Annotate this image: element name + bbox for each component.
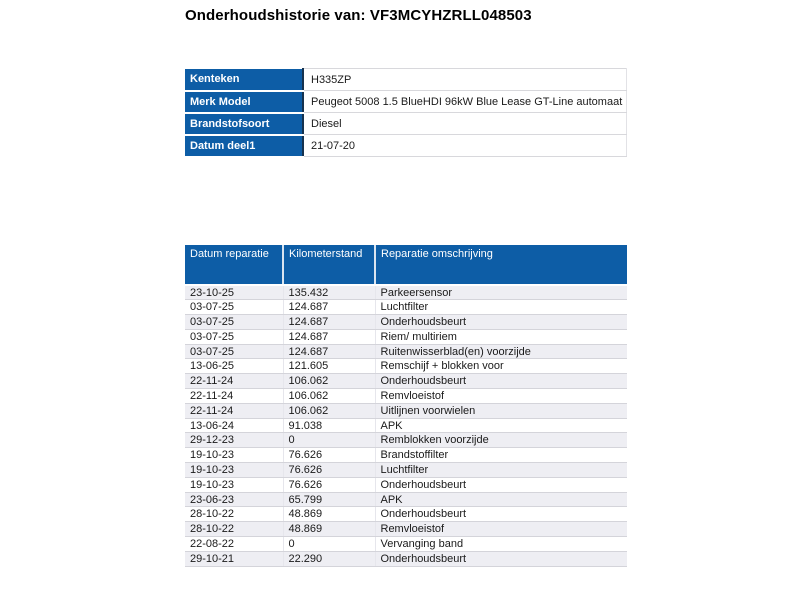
- repair-row: [185, 403, 627, 418]
- repair-description-cell: Remblokken voorzijde: [375, 433, 627, 448]
- repair-row: [185, 492, 627, 507]
- vehicle-info-row: [185, 69, 627, 91]
- vehicle-info-value: Peugeot 5008 1.5 BlueHDI 96kW Blue Lease GT-Line automaat: [303, 91, 627, 113]
- repair-km-cell: 106.062: [283, 374, 375, 389]
- repair-column-header: Kilometerstand: [283, 245, 375, 285]
- vehicle-info-row: [185, 113, 627, 135]
- repair-date-cell: 22-11-24: [185, 389, 283, 404]
- repair-date-cell: 23-10-25: [185, 285, 283, 300]
- repair-date-cell: 03-07-25: [185, 329, 283, 344]
- repair-description-cell: Luchtfilter: [375, 300, 627, 315]
- repair-km-cell: 124.687: [283, 315, 375, 330]
- vehicle-info-value: Diesel: [303, 113, 627, 135]
- repair-description-cell: Onderhoudsbeurt: [375, 551, 627, 566]
- repair-km-cell: 76.626: [283, 463, 375, 478]
- vehicle-info-row: [185, 135, 627, 157]
- repair-km-cell: 124.687: [283, 344, 375, 359]
- repair-date-cell: 19-10-23: [185, 477, 283, 492]
- repair-date-cell: 13-06-25: [185, 359, 283, 374]
- repair-date-cell: 22-11-24: [185, 374, 283, 389]
- repair-row: [185, 522, 627, 537]
- repair-row: [185, 359, 627, 374]
- repair-row: [185, 344, 627, 359]
- repair-km-cell: 124.687: [283, 300, 375, 315]
- repair-km-cell: 0: [283, 537, 375, 552]
- repair-description-cell: Onderhoudsbeurt: [375, 315, 627, 330]
- repair-km-cell: 121.605: [283, 359, 375, 374]
- repair-description-cell: APK: [375, 492, 627, 507]
- repair-description-cell: APK: [375, 418, 627, 433]
- repair-date-cell: 23-06-23: [185, 492, 283, 507]
- repair-row: [185, 537, 627, 552]
- repair-row: [185, 477, 627, 492]
- repair-date-cell: 03-07-25: [185, 300, 283, 315]
- repair-row: [185, 374, 627, 389]
- vehicle-info-label: Merk Model: [185, 91, 303, 113]
- repair-description-cell: Vervanging band: [375, 537, 627, 552]
- vehicle-info-table: [185, 68, 627, 158]
- vehicle-info-value: 21-07-20: [303, 135, 627, 157]
- repair-description-cell: Riem/ multiriem: [375, 329, 627, 344]
- repair-row: [185, 551, 627, 566]
- repair-date-cell: 29-12-23: [185, 433, 283, 448]
- repair-date-cell: 13-06-24: [185, 418, 283, 433]
- repair-row: [185, 315, 627, 330]
- repair-description-cell: Onderhoudsbeurt: [375, 507, 627, 522]
- repair-km-cell: 124.687: [283, 329, 375, 344]
- repair-column-header: Reparatie omschrijving: [375, 245, 627, 285]
- vehicle-info-label: Brandstofsoort: [185, 113, 303, 135]
- repair-description-cell: Onderhoudsbeurt: [375, 374, 627, 389]
- repair-km-cell: 65.799: [283, 492, 375, 507]
- repair-row: [185, 433, 627, 448]
- repair-description-cell: Remschijf + blokken voor: [375, 359, 627, 374]
- repair-date-cell: 22-08-22: [185, 537, 283, 552]
- repair-row: [185, 329, 627, 344]
- repair-row: [185, 418, 627, 433]
- repair-description-cell: Uitlijnen voorwielen: [375, 403, 627, 418]
- repair-history-table: [185, 245, 627, 567]
- repair-description-cell: Remvloeistof: [375, 389, 627, 404]
- vehicle-info-label: Kenteken: [185, 69, 303, 91]
- repair-km-cell: 91.038: [283, 418, 375, 433]
- repair-row: [185, 389, 627, 404]
- repair-date-cell: 03-07-25: [185, 344, 283, 359]
- repair-km-cell: 76.626: [283, 448, 375, 463]
- repair-km-cell: 22.290: [283, 551, 375, 566]
- repair-date-cell: 28-10-22: [185, 522, 283, 537]
- vehicle-info-label: Datum deel1: [185, 135, 303, 157]
- repair-km-cell: 76.626: [283, 477, 375, 492]
- repair-history-header-row: [185, 245, 627, 285]
- repair-date-cell: 29-10-21: [185, 551, 283, 566]
- repair-row: [185, 300, 627, 315]
- repair-description-cell: Remvloeistof: [375, 522, 627, 537]
- repair-km-cell: 106.062: [283, 403, 375, 418]
- vehicle-info-value: H335ZP: [303, 69, 627, 91]
- repair-date-cell: 19-10-23: [185, 448, 283, 463]
- repair-column-header: Datum reparatie: [185, 245, 283, 285]
- repair-date-cell: 03-07-25: [185, 315, 283, 330]
- repair-description-cell: Brandstoffilter: [375, 448, 627, 463]
- repair-row: [185, 448, 627, 463]
- repair-description-cell: Onderhoudsbeurt: [375, 477, 627, 492]
- repair-row: [185, 285, 627, 300]
- repair-row: [185, 507, 627, 522]
- repair-date-cell: 22-11-24: [185, 403, 283, 418]
- repair-date-cell: 19-10-23: [185, 463, 283, 478]
- repair-description-cell: Parkeersensor: [375, 285, 627, 300]
- repair-description-cell: Luchtfilter: [375, 463, 627, 478]
- vehicle-info-row: [185, 91, 627, 113]
- page-title: Onderhoudshistorie van: VF3MCYHZRLL048503: [185, 7, 532, 24]
- repair-km-cell: 48.869: [283, 522, 375, 537]
- repair-row: [185, 463, 627, 478]
- repair-km-cell: 48.869: [283, 507, 375, 522]
- repair-km-cell: 0: [283, 433, 375, 448]
- repair-date-cell: 28-10-22: [185, 507, 283, 522]
- repair-km-cell: 106.062: [283, 389, 375, 404]
- repair-km-cell: 135.432: [283, 285, 375, 300]
- repair-description-cell: Ruitenwisserblad(en) voorzijde: [375, 344, 627, 359]
